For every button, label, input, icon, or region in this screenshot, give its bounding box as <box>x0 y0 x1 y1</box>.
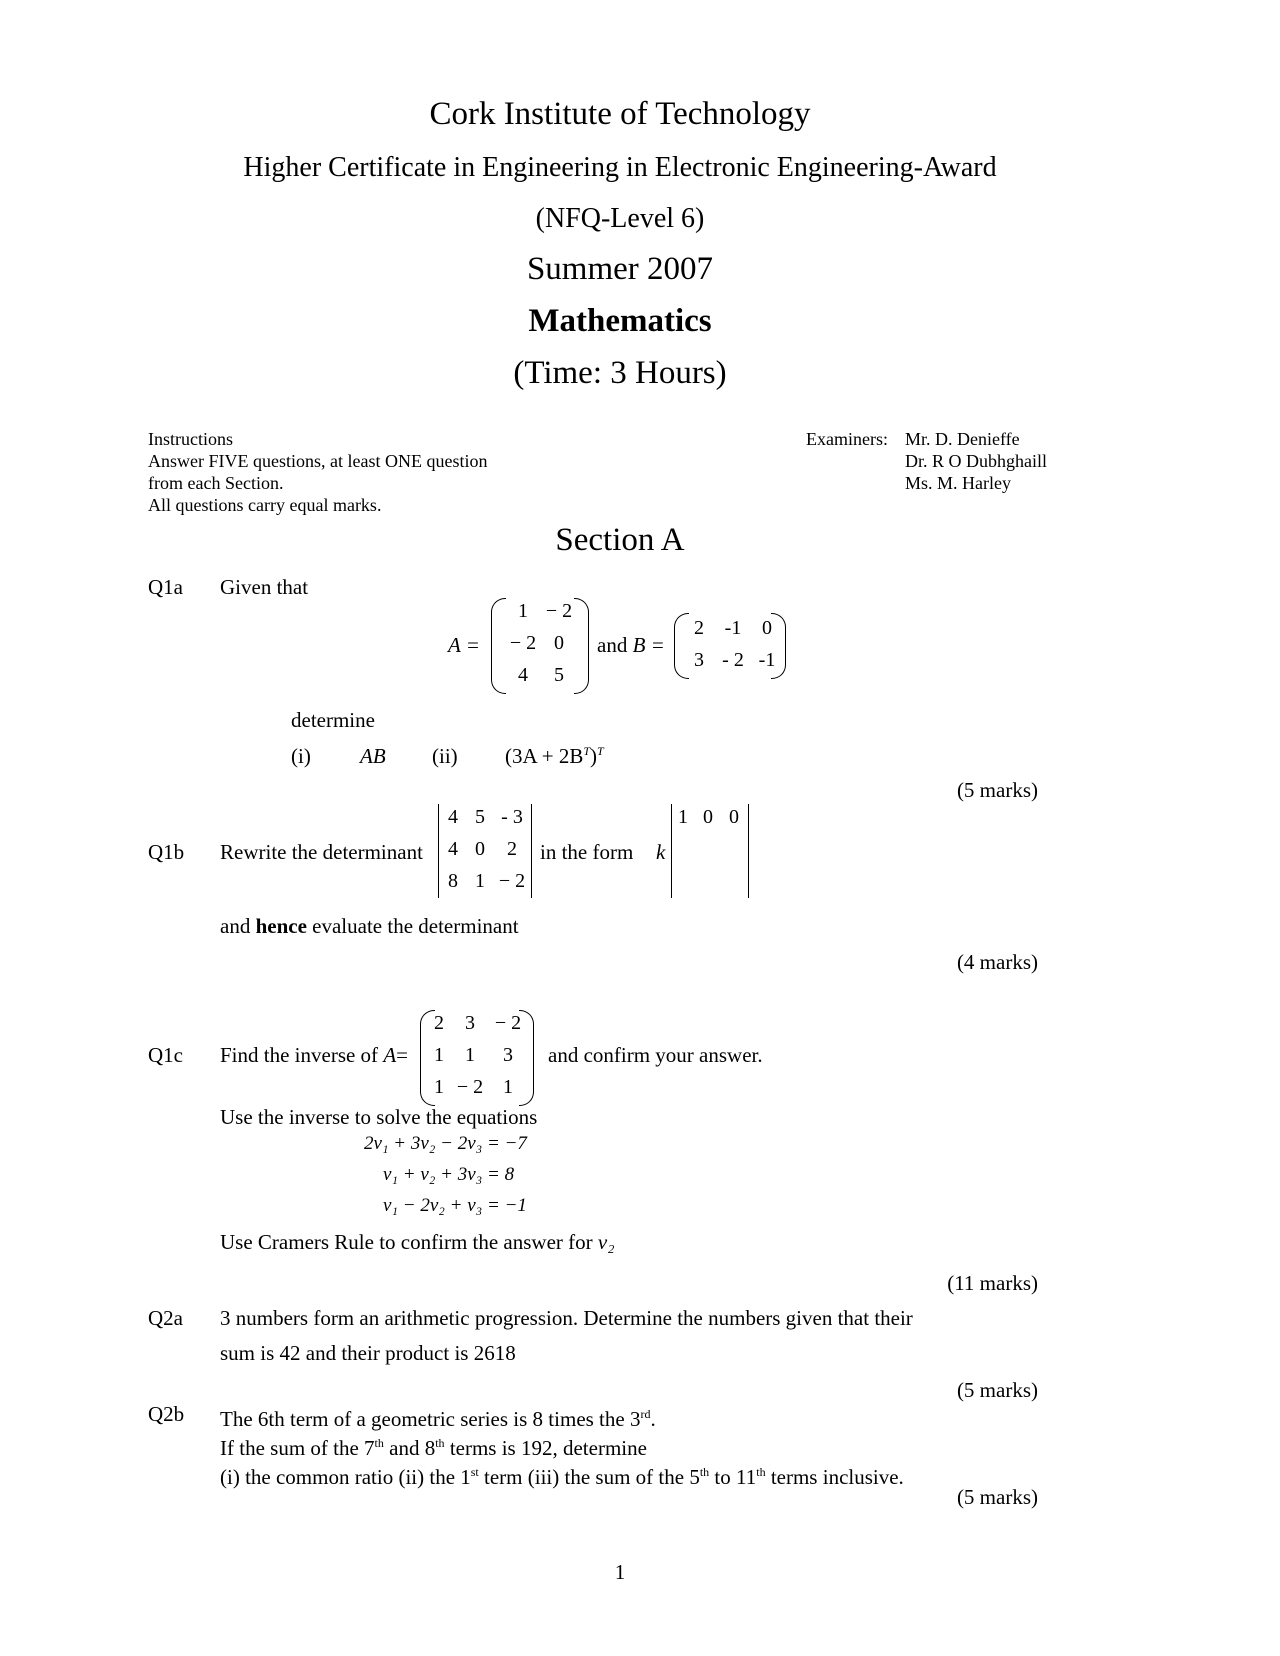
text: and <box>220 914 256 938</box>
part-ii-expression <box>505 744 604 769</box>
subject-title: Mathematics <box>528 303 712 339</box>
matrix-cell: -1 <box>758 649 776 671</box>
marks-label: (11 marks) <box>947 1271 1038 1295</box>
matrix-cell: 3 <box>465 1012 475 1034</box>
examiner-name: Mr. D. Denieffe <box>905 429 1020 449</box>
matrix-cell: 1 <box>518 600 528 622</box>
det-cell: 2 <box>507 838 517 860</box>
part-label: (i) <box>291 744 311 768</box>
det-bar <box>671 804 672 898</box>
text: to 11 <box>709 1465 757 1489</box>
text: . <box>650 1407 656 1431</box>
expr-main: (3A + 2B <box>505 744 584 768</box>
text: Use Cramers Rule to confirm the answer for <box>220 1230 593 1254</box>
matrix-a <box>491 598 589 694</box>
det-cell: 4 <box>448 838 458 860</box>
matrix-cell: - 2 <box>722 649 744 671</box>
exam-session: Summer 2007 <box>526 251 714 287</box>
question-label: Q1a <box>148 575 183 599</box>
question-label: Q2a <box>148 1306 183 1330</box>
text: terms is 192, determine <box>444 1436 647 1460</box>
det-cell: 8 <box>448 870 458 892</box>
q1c-cramers <box>220 1230 615 1255</box>
q2a-line: sum is 42 and their product is 2618 <box>220 1341 516 1365</box>
examiner-name: Dr. R O Dubhghaill <box>905 451 1047 471</box>
equation: v₁ + v₂ + 3v₃ = 8 <box>383 1164 515 1185</box>
det-bar <box>438 804 439 898</box>
matrix-cell: 1 <box>503 1076 513 1098</box>
determinant <box>438 804 532 898</box>
instructions-line: from each Section. <box>148 473 284 493</box>
examiner-name: Ms. M. Harley <box>905 473 1011 493</box>
instructions-line: Answer FIVE questions, at least ONE question <box>148 451 488 471</box>
examiners-list <box>905 428 1047 494</box>
det-cell: - 3 <box>501 806 523 828</box>
bold-text: hence <box>255 914 307 938</box>
ordinal-sup: th <box>699 1465 710 1479</box>
matrix-cell: 3 <box>503 1044 513 1066</box>
matrix-cell: − 2 <box>494 1012 522 1034</box>
matrix-cell: 5 <box>554 664 564 686</box>
matrix-q1c <box>420 1010 534 1106</box>
det-cell: − 2 <box>498 870 526 892</box>
section-title: Section A <box>555 522 685 558</box>
matrix-a-name: A = <box>448 633 480 657</box>
form-determinant <box>671 804 749 898</box>
exam-duration: (Time: 3 Hours) <box>513 355 727 391</box>
q1b-in-form: in the form <box>540 840 634 864</box>
q2b-line <box>220 1460 904 1489</box>
text: Find the inverse of <box>220 1043 379 1067</box>
question-label: Q1c <box>148 1043 183 1067</box>
instructions-title: Instructions <box>148 429 233 449</box>
matrix-cell: 2 <box>434 1012 444 1034</box>
text: If the sum of the 7 <box>220 1436 375 1460</box>
matrix-cell: 2 <box>694 617 704 639</box>
matrix-cell: -1 <box>724 617 742 639</box>
det-cell: 4 <box>448 806 458 828</box>
ordinal-sup: st <box>470 1465 479 1479</box>
programme-title: Higher Certificate in Engineering in Electronic Engineering-Award <box>243 152 997 183</box>
matrix-cell: 3 <box>694 649 704 671</box>
marks-label: (5 marks) <box>956 1485 1038 1509</box>
q2a-line: 3 numbers form an arithmetic progression. Determine the numbers given that their <box>220 1306 913 1330</box>
matrix-cell: 1 <box>465 1044 475 1066</box>
q1a-and <box>597 633 665 658</box>
examiners-label: Examiners: <box>806 429 888 449</box>
question-label: Q2b <box>148 1402 185 1426</box>
transpose-sup: T <box>597 744 604 758</box>
left-paren <box>491 598 506 694</box>
ordinal-sup: th <box>435 1436 445 1450</box>
k-constant: k <box>656 840 666 864</box>
q2b-line <box>220 1402 904 1431</box>
det-cell: 1 <box>678 806 688 828</box>
text: evaluate the determinant <box>306 914 519 938</box>
ordinal-sup: th <box>374 1436 384 1450</box>
matrix-cell: 0 <box>554 632 564 654</box>
instructions-line: All questions carry equal marks. <box>148 495 382 515</box>
text: The 6th term of a geometric series is 8 times the 3 <box>220 1407 641 1431</box>
matrix-cell: − 2 <box>509 632 537 654</box>
matrix-cell: 1 <box>434 1044 444 1066</box>
equation: v₁ − 2v₂ + v₃ = −1 <box>383 1195 527 1216</box>
text: (i) the common ratio (ii) the 1 <box>220 1465 471 1489</box>
matrix-cell: − 2 <box>456 1076 484 1098</box>
matrix-b <box>674 613 786 679</box>
matrix-cell: − 2 <box>545 600 573 622</box>
det-cell: 0 <box>729 806 739 828</box>
ordinal-sup: rd <box>640 1407 651 1421</box>
part-label: (ii) <box>432 744 458 768</box>
q1b-text: Rewrite the determinant <box>220 840 423 864</box>
ordinal-sup: th <box>756 1465 766 1479</box>
and-text: and <box>597 633 628 657</box>
q1a-intro: Given that <box>220 575 309 599</box>
part-i-expression: AB <box>360 744 386 768</box>
det-cell: 0 <box>475 838 485 860</box>
question-label: Q1b <box>148 840 185 864</box>
det-bar <box>531 804 532 898</box>
det-cell: 0 <box>703 806 713 828</box>
q1c-confirm: and confirm your answer. <box>548 1043 763 1067</box>
matrix-name: A <box>383 1043 397 1067</box>
matrix-cell: 0 <box>762 617 772 639</box>
variable: v₂ <box>597 1230 615 1254</box>
expr-close: ) <box>590 744 598 768</box>
text: terms inclusive. <box>765 1465 904 1489</box>
matrix-cell: 4 <box>518 664 528 686</box>
text: term (iii) the sum of the 5 <box>478 1465 700 1489</box>
equation: 2v₁ + 3v₂ − 2v₃ = −7 <box>364 1133 527 1154</box>
marks-label: (4 marks) <box>956 950 1038 974</box>
marks-label: (5 marks) <box>956 1378 1038 1402</box>
instructions-block <box>148 428 487 516</box>
institute-title: Cork Institute of Technology <box>429 96 811 132</box>
q1c-text: Find the inverse of A= <box>220 1043 408 1067</box>
nfq-level: (NFQ-Level 6) <box>535 203 705 234</box>
q2b-line <box>220 1431 904 1460</box>
det-cell: 1 <box>475 870 485 892</box>
matrix-cell: 1 <box>434 1076 444 1098</box>
det-cell: 5 <box>475 806 485 828</box>
transpose-sup: T <box>583 744 591 758</box>
text: and 8 <box>383 1436 436 1460</box>
page-number: 1 <box>614 1560 626 1584</box>
matrix-b-name: B = <box>632 633 665 657</box>
det-bar <box>748 804 749 898</box>
marks-label: (5 marks) <box>956 778 1038 802</box>
q1c-use-inverse: Use the inverse to solve the equations <box>220 1105 538 1129</box>
q2b-text <box>220 1402 904 1489</box>
q1a-determine: determine <box>291 708 375 732</box>
q1b-hence <box>220 914 519 939</box>
